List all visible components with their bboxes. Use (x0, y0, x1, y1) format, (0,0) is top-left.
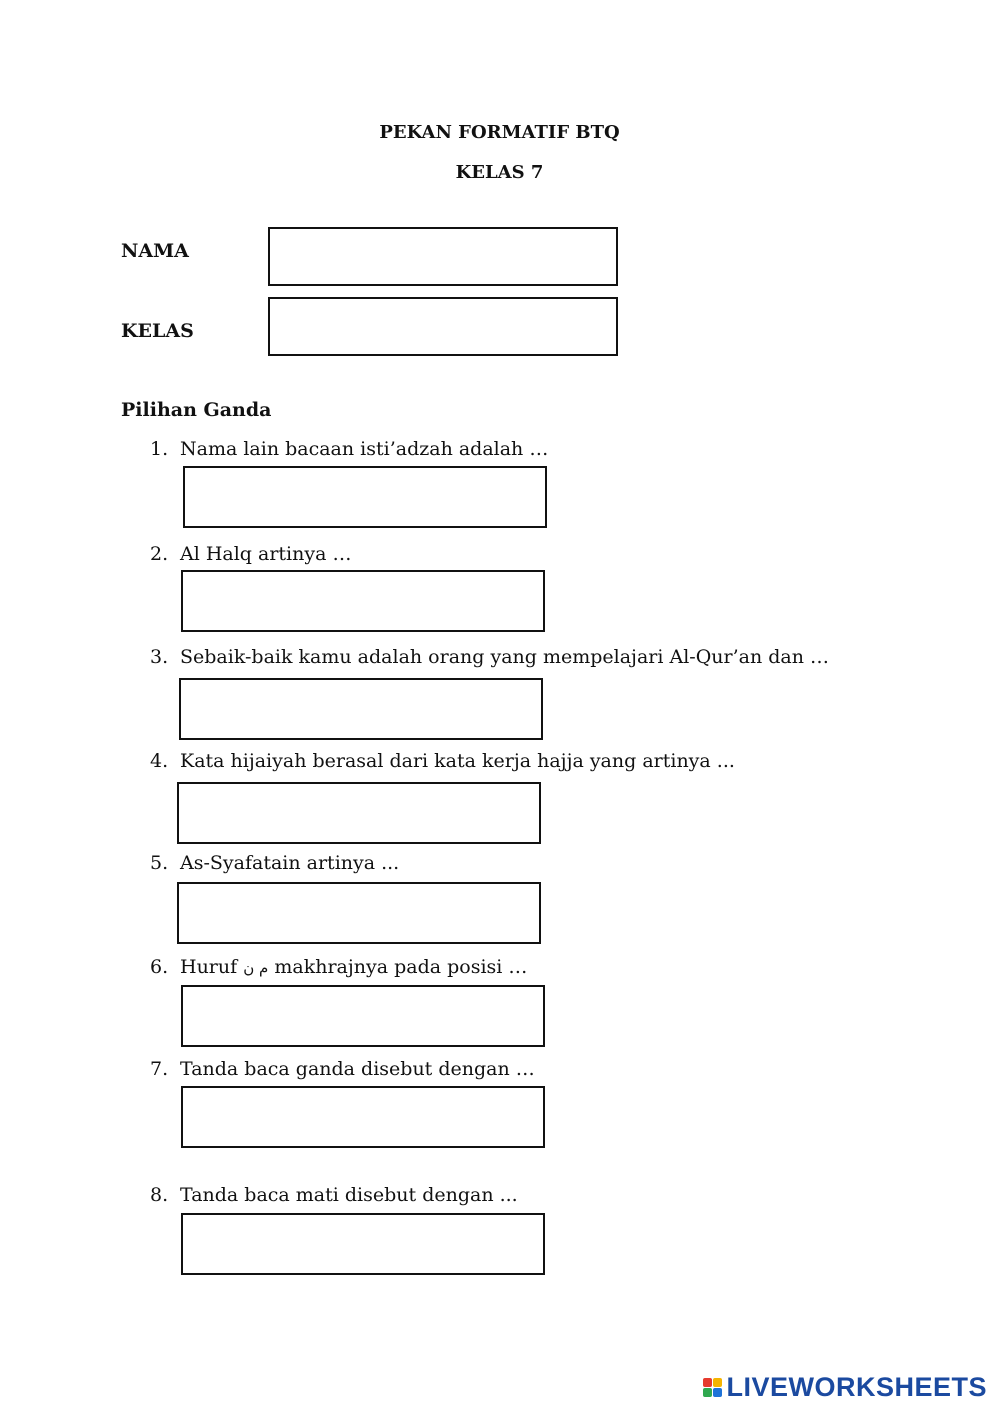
question-number: 1. (150, 438, 169, 460)
question-number: 8. (150, 1184, 169, 1206)
question-4 (150, 750, 735, 772)
answer-box-7[interactable] (181, 1086, 545, 1148)
question-number: 2. (150, 543, 169, 565)
question-6 (150, 956, 527, 978)
answer-box-2[interactable] (181, 570, 545, 632)
name-input[interactable] (268, 227, 618, 286)
question-number: 6. (150, 956, 169, 978)
answer-box-6[interactable] (181, 985, 545, 1047)
name-label: NAMA (121, 240, 189, 262)
question-text-after: makhrajnya pada posisi … (274, 956, 528, 978)
liveworksheets-logo[interactable] (703, 1372, 987, 1403)
question-7 (150, 1058, 535, 1080)
answer-box-4[interactable] (177, 782, 541, 844)
answer-box-5[interactable] (177, 882, 541, 944)
question-number: 3. (150, 646, 169, 668)
question-text: Sebaik-baik kamu adalah orang yang mempelajari Al-Qur’an dan … (180, 646, 829, 668)
question-number: 4. (150, 750, 169, 772)
class-label: KELAS (121, 320, 194, 342)
answer-box-3[interactable] (179, 678, 543, 740)
question-text: Nama lain bacaan isti’adzah adalah … (180, 438, 549, 460)
question-text: Kata hijaiyah berasal dari kata kerja hajja yang artinya ... (180, 750, 735, 772)
question-text: Al Halq artinya … (180, 543, 352, 565)
answer-box-1[interactable] (183, 466, 547, 528)
brand-name: LIVEWORKSHEETS (726, 1372, 987, 1402)
answer-box-8[interactable] (181, 1213, 545, 1275)
question-text: Tanda baca ganda disebut dengan … (180, 1058, 535, 1080)
question-number: 5. (150, 852, 169, 874)
question-5 (150, 852, 399, 874)
question-3 (150, 646, 829, 668)
section-title: Pilihan Ganda (121, 399, 272, 421)
question-text: As-Syafatain artinya ... (180, 852, 400, 874)
logo-grid-icon (703, 1378, 722, 1397)
page-subtitle: KELAS 7 (455, 162, 544, 183)
arabic-letters: م ن (243, 959, 269, 977)
question-number: 7. (150, 1058, 169, 1080)
question-text: Tanda baca mati disebut dengan ... (180, 1184, 518, 1206)
page-title: PEKAN FORMATIF BTQ (379, 122, 620, 143)
question-text-before: Huruf (180, 956, 238, 978)
question-2 (150, 543, 351, 565)
class-input[interactable] (268, 297, 618, 356)
question-8 (150, 1184, 518, 1206)
question-1 (150, 438, 548, 460)
